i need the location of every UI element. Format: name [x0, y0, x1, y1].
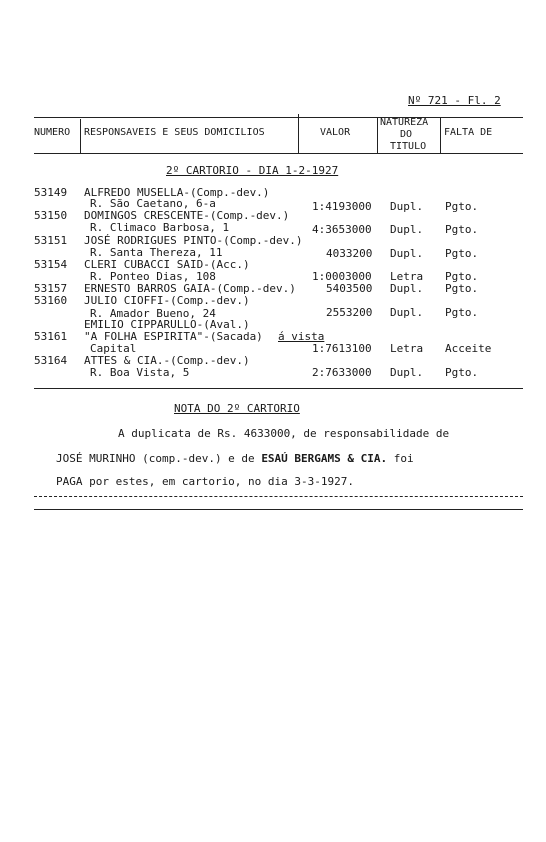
col-divider-2 [298, 114, 299, 153]
col-divider-4 [440, 117, 441, 153]
entry-falta: Pgto. [445, 306, 479, 319]
entry-falta: Pgto. [445, 223, 479, 236]
entry-natureza: Letra [390, 342, 424, 355]
entry-valor: 1:0003000 [312, 270, 372, 283]
entry-valor: 1:4193000 [312, 200, 372, 213]
entry-natureza: Dupl. [390, 282, 424, 295]
entry-natureza: Dupl. [390, 223, 424, 236]
entry-nome: ALFREDO MUSELLA-(Comp.-dev.) [84, 186, 270, 199]
col-header-natureza-1: NATUREZA [380, 117, 429, 128]
entry-natureza: Letra [390, 270, 424, 283]
entry-valor: 4033200 [326, 247, 373, 260]
entry-numero: 53150 [34, 209, 68, 222]
nota-line-1: A duplicata de Rs. 4633000, de responsabilidade de [118, 427, 450, 440]
header-top-rule [34, 117, 523, 118]
entry-endereco: R. São Caetano, 6-a [90, 197, 216, 210]
page-reference: Nº 721 - Fl. 2 [408, 94, 501, 107]
nota-line-2-company: ESAÚ BERGAMS & CIA. [261, 452, 388, 465]
entry-nome: JOSÉ RODRIGUES PINTO-(Comp.-dev.) [84, 234, 303, 247]
closing-rule-1 [34, 496, 523, 497]
col-header-responsaveis: RESPONSAVEIS E SEUS DOMICILIOS [84, 127, 265, 138]
closing-rule-2 [34, 509, 523, 510]
entry-endereco: R. Amador Bueno, 24 [90, 307, 216, 320]
col-header-numero: NUMERO [34, 127, 71, 138]
entry-nome: DOMINGOS CRESCENTE-(Comp.-dev.) [84, 209, 290, 222]
entry-falta: Acceite [445, 342, 492, 355]
section-title: 2º CARTORIO - DIA 1-2-1927 [166, 164, 339, 177]
entry-numero: 53151 [34, 234, 68, 247]
entry-numero: 53164 [34, 354, 68, 367]
entry-valor: 5403500 [326, 282, 373, 295]
entry-nome-extra: á vista [278, 330, 325, 343]
header-bottom-rule [34, 153, 523, 154]
col-header-valor: VALOR [320, 127, 351, 138]
entry-endereco: Capital [90, 342, 137, 355]
entry-natureza: Dupl. [390, 200, 424, 213]
entry-numero: 53154 [34, 258, 68, 271]
entry-endereco: R. Santa Thereza, 11 [90, 246, 223, 259]
entry-nome: EMILIO CIPPARULLO-(Aval.) [84, 318, 250, 331]
entry-numero: 53149 [34, 186, 68, 199]
entry-endereco: R. Climaco Barbosa, 1 [90, 221, 230, 234]
entry-natureza: Dupl. [390, 306, 424, 319]
nota-line-2 [56, 453, 414, 464]
entry-valor: 2553200 [326, 306, 373, 319]
entry-nome: CLERI CUBACCI SAID-(Acc.) [84, 258, 250, 271]
entry-nome: ATTES & CIA.-(Comp.-dev.) [84, 354, 250, 367]
entry-nome: JULIO CIOFFI-(Comp.-dev.) [84, 294, 250, 307]
nota-line-3: PAGA por estes, em cartorio, no dia 3-3-1927. [56, 475, 355, 488]
entry-falta: Pgto. [445, 270, 479, 283]
col-divider-1 [80, 119, 81, 153]
entry-falta: Pgto. [445, 247, 479, 260]
entry-valor: 4:3653000 [312, 223, 372, 236]
entry-natureza: Dupl. [390, 366, 424, 379]
entry-falta: Pgto. [445, 282, 479, 295]
entry-numero: 53157 [34, 282, 68, 295]
entry-falta: Pgto. [445, 366, 479, 379]
entry-valor: 1:7613100 [312, 342, 372, 355]
entry-numero: 53161 [34, 330, 68, 343]
entry-numero: 53160 [34, 294, 68, 307]
col-header-falta: FALTA DE [444, 127, 493, 138]
nota-line-2-start: JOSÉ MURINHO (comp.-dev.) e de [56, 452, 262, 465]
nota-title: NOTA DO 2º CARTORIO [174, 402, 300, 415]
nota-line-2-end: foi [387, 452, 414, 465]
entry-nome: ERNESTO BARROS GAIA-(Comp.-dev.) [84, 282, 296, 295]
col-header-natureza-3: TITULO [390, 141, 427, 152]
col-divider-3 [377, 117, 378, 153]
entry-falta: Pgto. [445, 200, 479, 213]
entry-natureza: Dupl. [390, 247, 424, 260]
entry-valor: 2:7633000 [312, 366, 372, 379]
table-bottom-rule [34, 388, 523, 389]
entry-endereco: R. Ponteo Dias, 108 [90, 270, 216, 283]
entry-endereco: R. Boa Vista, 5 [90, 366, 190, 379]
entry-nome: "A FOLHA ESPIRITA"-(Sacada) [84, 330, 263, 343]
col-header-natureza-2: DO [400, 129, 413, 140]
